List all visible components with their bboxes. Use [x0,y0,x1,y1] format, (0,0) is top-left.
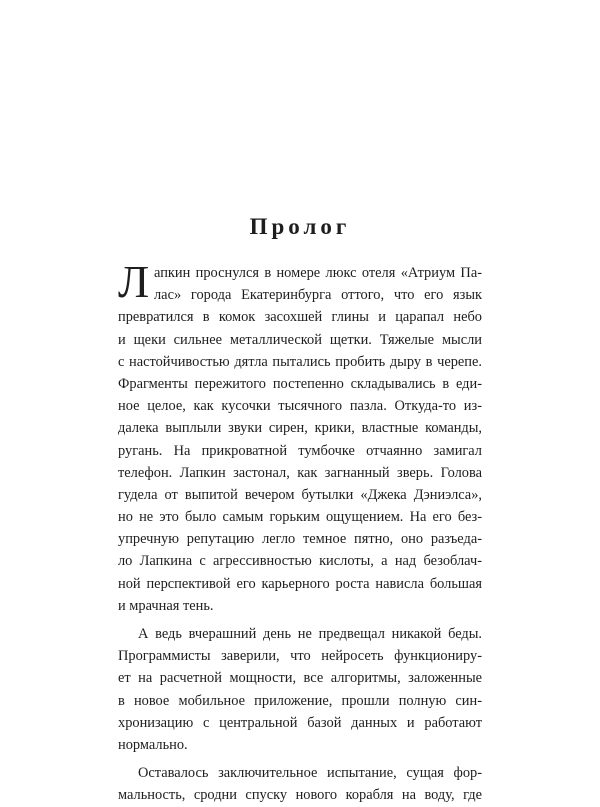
text-line: Фрагменты пережитого постепенно складывались в еди- [118,375,482,392]
text-line: далека выплыли звуки сирен, крики, властные команды, [118,420,482,437]
paragraph-2 [118,623,482,756]
text-line: упречную репутацию легло темное пятно, оно разъеда- [118,531,482,548]
drop-cap-letter: Л [118,256,150,307]
text-line: лас» города Екатеринбурга оттого, что его язык [154,287,482,304]
text-line: ло Лапкина с агрессивностью кислоты, а над безоблач- [118,553,482,570]
chapter-title: Пролог [249,214,351,239]
text-line: ное целое, как кусочки тысячного пазла. Откуда-то из- [118,398,482,415]
text-line: хронизацию с центральной базой данных и работают [118,714,482,731]
text-line: телефон. Лапкин застонал, как загнанный зверь. Голова [118,464,482,481]
text-line: с настойчивостью дятла пытались пробить дыру в черепе. [118,353,482,370]
text-line: мальность, сродни спуску нового корабля на воду, где [118,787,482,804]
text-line: ет на расчетной мощности, все алгоритмы, заложенные [118,670,482,687]
text-line: ной перспективой его карьерного роста нависла большая [118,575,482,592]
body-text [118,256,482,807]
paragraph-1 [118,256,482,617]
text-line: Программисты заверили, что нейросеть функциониру- [118,648,482,665]
text-line: но не это было самым горьким ощущением. На его без- [118,509,482,526]
text-line: и щеки сильнее металлической щетки. Тяжелые мысли [118,331,482,348]
text-line: А ведь вчерашний день не предвещал никакой беды. [138,626,482,642]
text-line: ругань. На прикроватной тумбочке отчаянно замигал [118,442,482,459]
text-line: апкин проснулся в номере люкс отеля «Атриум Па- [154,265,482,281]
text-line: в новое мобильное приложение, прошли полную син- [118,692,482,709]
text-line: нормально. [118,736,188,753]
text-line: Оставалось заключительное испытание, сущая фор- [138,765,482,782]
text-line: и мрачная тень. [118,597,214,614]
paragraph-3 [118,762,482,806]
text-line: гудела от выпитой вечером бутылки «Джека Дэниэлса», [118,486,482,503]
text-line: превратился в комок засохшей глины и царапал небо [118,309,482,326]
